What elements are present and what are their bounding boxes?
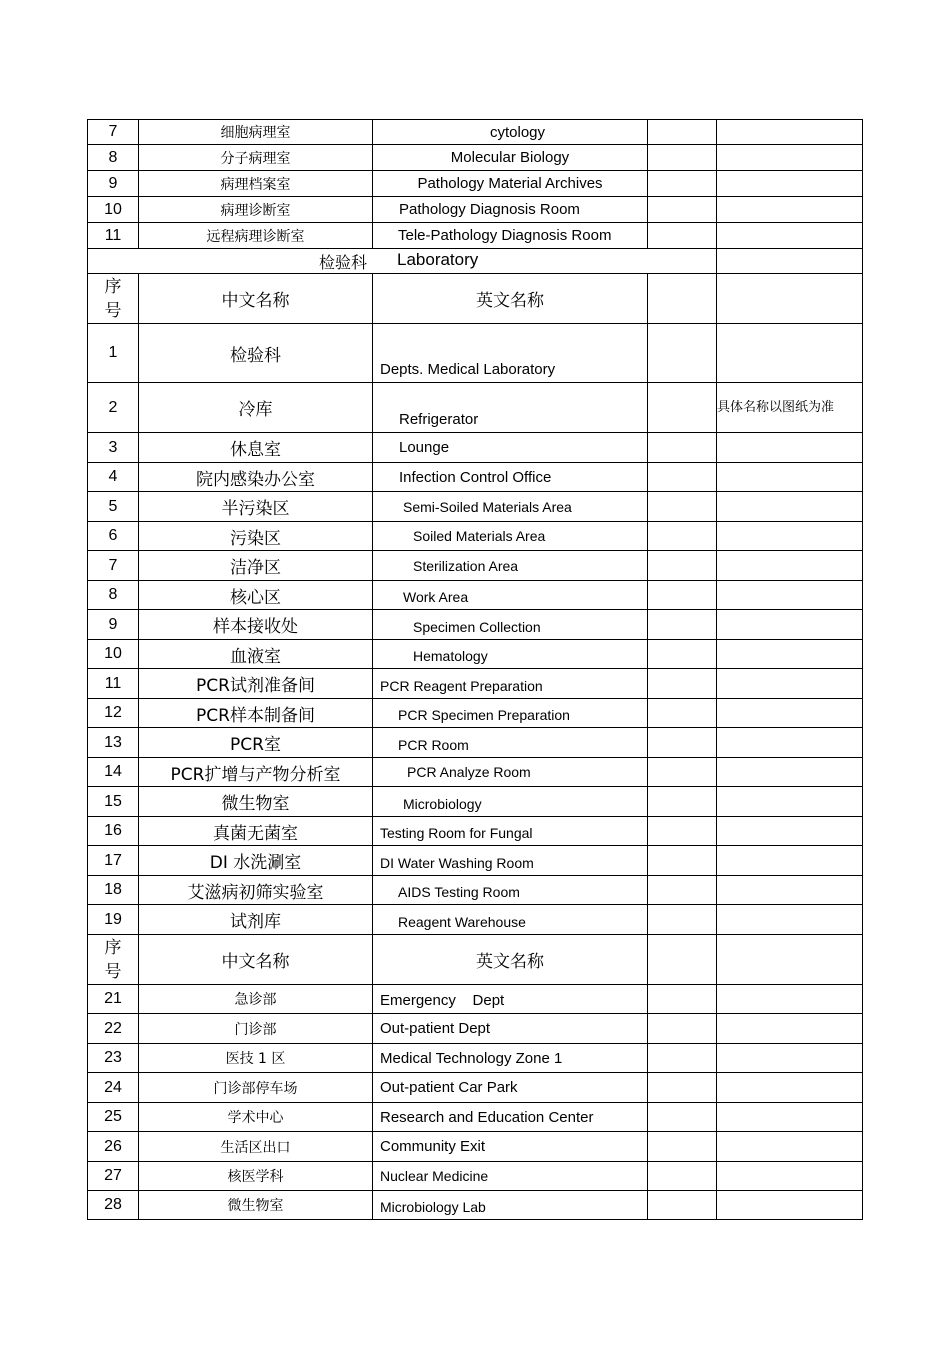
empty-cell xyxy=(717,249,863,274)
chinese-name: 样本接收处 xyxy=(139,610,373,640)
english-name: Out-patient Dept xyxy=(373,1014,648,1044)
chinese-name: 远程病理诊断室 xyxy=(139,223,373,249)
header-chinese-name: 中文名称 xyxy=(139,935,373,985)
row-number: 9 xyxy=(88,171,139,197)
empty-cell xyxy=(717,787,863,817)
row-number: 5 xyxy=(88,492,139,522)
table-row xyxy=(88,383,863,433)
row-number: 19 xyxy=(88,905,139,935)
empty-cell xyxy=(648,728,717,758)
empty-cell xyxy=(648,985,717,1014)
chinese-name: 病理档案室 xyxy=(139,171,373,197)
row-number: 7 xyxy=(88,551,139,581)
empty-cell xyxy=(717,197,863,223)
row-number: 2 xyxy=(88,383,139,433)
row-number: 22 xyxy=(88,1014,139,1044)
empty-cell xyxy=(717,728,863,758)
table-row xyxy=(88,817,863,846)
english-name: Testing Room for Fungal xyxy=(373,817,648,846)
section-title xyxy=(88,249,717,274)
empty-cell xyxy=(648,699,717,728)
chinese-name: 门诊部停车场 xyxy=(139,1073,373,1103)
chinese-name: 门诊部 xyxy=(139,1014,373,1044)
english-name: Lounge xyxy=(373,433,648,463)
chinese-name: 急诊部 xyxy=(139,985,373,1014)
header-number-line1: 序 xyxy=(104,276,122,297)
table-row xyxy=(88,171,863,197)
table-row xyxy=(88,1162,863,1191)
section-title-row xyxy=(88,249,863,274)
table-row xyxy=(88,728,863,758)
chinese-name: 半污染区 xyxy=(139,492,373,522)
table-row xyxy=(88,1103,863,1132)
empty-cell xyxy=(648,120,717,145)
table-row xyxy=(88,905,863,935)
table-row xyxy=(88,669,863,699)
row-number: 10 xyxy=(88,197,139,223)
row-number: 8 xyxy=(88,145,139,171)
row-number: 12 xyxy=(88,699,139,728)
header-row xyxy=(88,274,863,324)
row-number: 24 xyxy=(88,1073,139,1103)
table-row xyxy=(88,551,863,581)
header-number-line1: 序 xyxy=(104,937,122,958)
english-name: Infection Control Office xyxy=(373,463,648,492)
empty-cell xyxy=(648,758,717,787)
chinese-name: 检验科 xyxy=(139,324,373,383)
header-english-name: 英文名称 xyxy=(373,274,648,324)
header-row xyxy=(88,935,863,985)
chinese-name: 院内感染办公室 xyxy=(139,463,373,492)
empty-cell xyxy=(717,492,863,522)
table-row xyxy=(88,463,863,492)
table-row xyxy=(88,197,863,223)
empty-cell xyxy=(648,610,717,640)
chinese-name: 污染区 xyxy=(139,522,373,551)
row-number: 15 xyxy=(88,787,139,817)
empty-cell xyxy=(648,935,717,985)
empty-cell xyxy=(648,1014,717,1044)
row-number: 23 xyxy=(88,1044,139,1073)
chinese-name: 分子病理室 xyxy=(139,145,373,171)
english-name: Microbiology Lab xyxy=(373,1191,648,1220)
empty-cell xyxy=(648,876,717,905)
row-number: 21 xyxy=(88,985,139,1014)
empty-cell xyxy=(717,120,863,145)
english-name: Soiled Materials Area xyxy=(373,522,648,551)
row-number: 11 xyxy=(88,223,139,249)
empty-cell xyxy=(717,1044,863,1073)
row-number: 8 xyxy=(88,581,139,610)
table-row xyxy=(88,758,863,787)
table-row xyxy=(88,846,863,876)
empty-cell xyxy=(717,145,863,171)
row-number: 27 xyxy=(88,1162,139,1191)
empty-cell xyxy=(717,324,863,383)
english-name: Community Exit xyxy=(373,1132,648,1162)
table-body xyxy=(88,120,863,1220)
chinese-name: 细胞病理室 xyxy=(139,120,373,145)
empty-cell xyxy=(717,1191,863,1220)
empty-cell xyxy=(648,581,717,610)
empty-cell xyxy=(648,383,717,433)
empty-cell xyxy=(648,274,717,324)
table-row xyxy=(88,120,863,145)
row-number: 3 xyxy=(88,433,139,463)
empty-cell xyxy=(717,1162,863,1191)
chinese-name: PCR扩增与产物分析室 xyxy=(139,758,373,787)
chinese-name: 艾滋病初筛实验室 xyxy=(139,876,373,905)
empty-cell xyxy=(648,324,717,383)
empty-cell xyxy=(717,463,863,492)
empty-cell xyxy=(648,905,717,935)
english-name: Specimen Collection xyxy=(373,610,648,640)
empty-cell xyxy=(648,492,717,522)
empty-cell xyxy=(717,935,863,985)
empty-cell xyxy=(717,522,863,551)
row-number: 13 xyxy=(88,728,139,758)
empty-cell xyxy=(648,1103,717,1132)
english-name: Reagent Warehouse xyxy=(373,905,648,935)
table-row xyxy=(88,492,863,522)
empty-cell xyxy=(717,640,863,669)
english-name: PCR Specimen Preparation xyxy=(373,699,648,728)
table-row xyxy=(88,223,863,249)
row-number: 28 xyxy=(88,1191,139,1220)
empty-cell xyxy=(648,223,717,249)
english-name: Pathology Material Archives xyxy=(373,171,648,197)
english-name: Hematology xyxy=(373,640,648,669)
english-name: PCR Room xyxy=(373,728,648,758)
empty-cell xyxy=(717,581,863,610)
section-title-english: Laboratory xyxy=(397,250,479,269)
table-row xyxy=(88,522,863,551)
row-number: 11 xyxy=(88,669,139,699)
empty-cell xyxy=(717,1014,863,1044)
english-name: Refrigerator xyxy=(373,383,648,433)
section-title-chinese: 检验科 xyxy=(319,253,368,272)
empty-cell xyxy=(648,1162,717,1191)
table-row xyxy=(88,699,863,728)
room-name-table xyxy=(87,119,863,1220)
empty-cell xyxy=(648,846,717,876)
table-row xyxy=(88,1191,863,1220)
empty-cell xyxy=(717,905,863,935)
english-name: Out-patient Car Park xyxy=(373,1073,648,1103)
header-number xyxy=(88,274,139,324)
english-name: Emergency Dept xyxy=(373,985,648,1014)
english-name: Depts. Medical Laboratory xyxy=(373,324,648,383)
header-number-line2: 号 xyxy=(104,300,122,321)
table-row xyxy=(88,1132,863,1162)
header-number-line2: 号 xyxy=(104,961,122,982)
chinese-name: 核医学科 xyxy=(139,1162,373,1191)
empty-cell xyxy=(717,223,863,249)
english-name: AIDS Testing Room xyxy=(373,876,648,905)
empty-cell xyxy=(648,551,717,581)
row-number: 7 xyxy=(88,120,139,145)
table-row xyxy=(88,985,863,1014)
empty-cell xyxy=(717,758,863,787)
empty-cell xyxy=(717,817,863,846)
chinese-name: 真菌无菌室 xyxy=(139,817,373,846)
empty-cell xyxy=(717,1103,863,1132)
chinese-name: DI 水洗涮室 xyxy=(139,846,373,876)
empty-cell xyxy=(717,610,863,640)
empty-cell xyxy=(648,1044,717,1073)
empty-cell xyxy=(648,640,717,669)
header-number xyxy=(88,935,139,985)
empty-cell xyxy=(648,817,717,846)
row-number: 16 xyxy=(88,817,139,846)
empty-cell xyxy=(717,551,863,581)
chinese-name: 洁净区 xyxy=(139,551,373,581)
chinese-name: 生活区出口 xyxy=(139,1132,373,1162)
empty-cell xyxy=(648,433,717,463)
empty-cell xyxy=(717,274,863,324)
empty-cell xyxy=(717,1132,863,1162)
empty-cell xyxy=(717,846,863,876)
row-number: 17 xyxy=(88,846,139,876)
chinese-name: 微生物室 xyxy=(139,787,373,817)
chinese-name: 血液室 xyxy=(139,640,373,669)
chinese-name: 学术中心 xyxy=(139,1103,373,1132)
empty-cell xyxy=(648,1073,717,1103)
header-english-name: 英文名称 xyxy=(373,935,648,985)
empty-cell xyxy=(648,1132,717,1162)
english-name: Molecular Biology xyxy=(373,145,648,171)
table-row xyxy=(88,1014,863,1044)
note-cell: 具体名称以图纸为准 xyxy=(717,383,863,433)
chinese-name: PCR试剂准备间 xyxy=(139,669,373,699)
chinese-name: 微生物室 xyxy=(139,1191,373,1220)
english-name: Nuclear Medicine xyxy=(373,1162,648,1191)
table-row xyxy=(88,787,863,817)
english-name: DI Water Washing Room xyxy=(373,846,648,876)
empty-cell xyxy=(717,171,863,197)
table-row xyxy=(88,324,863,383)
chinese-name: 医技 1 区 xyxy=(139,1044,373,1073)
chinese-name: PCR室 xyxy=(139,728,373,758)
empty-cell xyxy=(717,669,863,699)
empty-cell xyxy=(717,433,863,463)
table-row xyxy=(88,640,863,669)
table-row xyxy=(88,145,863,171)
table-row xyxy=(88,1044,863,1073)
english-name: Tele-Pathology Diagnosis Room xyxy=(373,223,648,249)
chinese-name: 试剂库 xyxy=(139,905,373,935)
english-name: Pathology Diagnosis Room xyxy=(373,197,648,223)
chinese-name: 核心区 xyxy=(139,581,373,610)
empty-cell xyxy=(717,876,863,905)
empty-cell xyxy=(648,669,717,699)
english-name: PCR Reagent Preparation xyxy=(373,669,648,699)
row-number: 1 xyxy=(88,324,139,383)
empty-cell xyxy=(648,787,717,817)
english-name: Sterilization Area xyxy=(373,551,648,581)
row-number: 6 xyxy=(88,522,139,551)
english-name: Microbiology xyxy=(373,787,648,817)
empty-cell xyxy=(648,197,717,223)
empty-cell xyxy=(648,171,717,197)
table-row xyxy=(88,581,863,610)
row-number: 14 xyxy=(88,758,139,787)
header-chinese-name: 中文名称 xyxy=(139,274,373,324)
empty-cell xyxy=(717,985,863,1014)
row-number: 26 xyxy=(88,1132,139,1162)
table-row xyxy=(88,610,863,640)
english-name: Research and Education Center xyxy=(373,1103,648,1132)
table-row xyxy=(88,876,863,905)
empty-cell xyxy=(717,1073,863,1103)
table-row xyxy=(88,1073,863,1103)
row-number: 25 xyxy=(88,1103,139,1132)
chinese-name: 冷库 xyxy=(139,383,373,433)
empty-cell xyxy=(648,1191,717,1220)
table-row xyxy=(88,433,863,463)
english-name: cytology xyxy=(373,120,648,145)
english-name: Work Area xyxy=(373,581,648,610)
row-number: 18 xyxy=(88,876,139,905)
row-number: 9 xyxy=(88,610,139,640)
chinese-name: PCR样本制备间 xyxy=(139,699,373,728)
english-name: Medical Technology Zone 1 xyxy=(373,1044,648,1073)
english-name: PCR Analyze Room xyxy=(373,758,648,787)
empty-cell xyxy=(717,699,863,728)
row-number: 10 xyxy=(88,640,139,669)
english-name: Semi-Soiled Materials Area xyxy=(373,492,648,522)
chinese-name: 病理诊断室 xyxy=(139,197,373,223)
empty-cell xyxy=(648,145,717,171)
empty-cell xyxy=(648,522,717,551)
empty-cell xyxy=(648,463,717,492)
row-number: 4 xyxy=(88,463,139,492)
chinese-name: 休息室 xyxy=(139,433,373,463)
